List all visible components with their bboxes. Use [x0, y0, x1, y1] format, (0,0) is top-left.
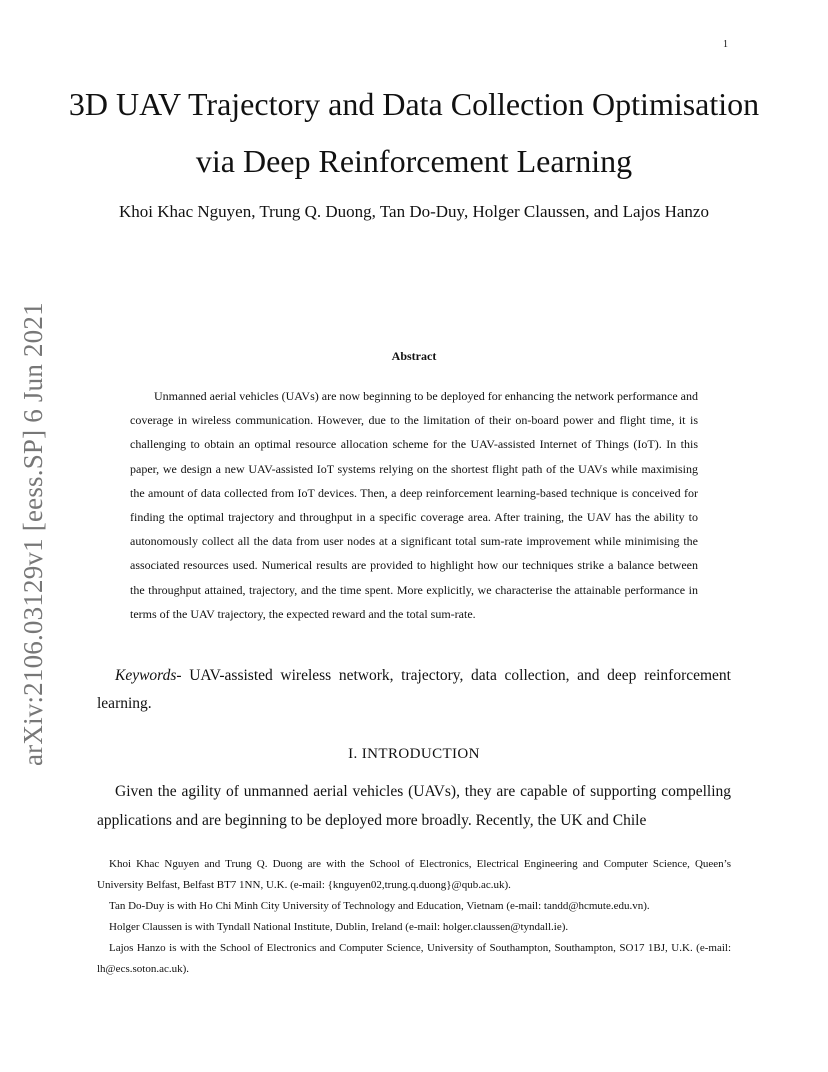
footnote: Holger Claussen is with Tyndall National Institute, Dublin, Ireland (e-mail: holger.claussen@tyndall.ie). [109, 921, 569, 933]
footnote: Lajos Hanzo is with the School of Electronics and Computer Science, University of Southampton, Southampton, SO17 1BJ, U.K. (e-mail: lh@ecs.soton.ac.uk). [97, 942, 731, 975]
keywords-label: Keywords- [115, 667, 182, 684]
page-number: 1 [723, 39, 728, 50]
introduction-paragraph: Given the agility of unmanned aerial vehicles (UAVs), they are capable of supporting compelling applications and are beginning to be deployed more broadly. Recently, the UK and Chile [97, 783, 731, 829]
abstract-body: Unmanned aerial vehicles (UAVs) are now beginning to be deployed for enhancing the network performance and coverage in wireless communication. However, due to the limitation of their on-board power and flight time, it is challenging to obtain an optimal resource allocation scheme for the UAV-assisted Internet of Things (IoT). In this paper, we design a new UAV-assisted IoT systems relying on the shortest flight path of the UAVs while maximising the amount of data collected from IoT devices. Then, a deep reinforcement learning-based technique is conceived for finding the optimal trajectory and throughput in a specific coverage area. After training, the UAV has the ability to autonomously collect all the data from user nodes at a significant total sum-rate improvement while minimising the associated resources used. Numerical results are provided to highlight how our techniques strike a balance between the throughput attained, trajectory, and the time spent. More explicitly, we characterise the attainable performance in terms of the UAV trajectory, the expected reward and the total sum-rate. [130, 389, 698, 621]
author-list: Khoi Khac Nguyen, Trung Q. Duong, Tan Do-Duy, Holger Claussen, and Lajos Hanzo [119, 202, 709, 221]
footnote: Khoi Khac Nguyen and Trung Q. Duong are with the School of Electronics, Electrical Engineering and Computer Science, Queen’s University Belfast, Belfast BT7 1NN, U.K. (e-mail: {knguyen02,trung.q.duong}@qub.ac.uk). [97, 858, 731, 891]
section-heading-introduction: I. INTRODUCTION [348, 746, 480, 762]
abstract-heading: Abstract [391, 349, 437, 363]
arxiv-identifier-stamp: arXiv:2106.03129v1 [eess.SP] 6 Jun 2021 [18, 302, 48, 766]
paper-title: 3D UAV Trajectory and Data Collection Optimisation via Deep Reinforcement Learning [68, 86, 760, 179]
footnote: Tan Do-Duy is with Ho Chi Minh City University of Technology and Education, Vietnam (e-mail: tandd@hcmute.edu.vn). [109, 900, 650, 912]
keywords-paragraph [97, 662, 731, 718]
author-affiliation-footnotes [97, 854, 731, 980]
keywords-text: UAV-assisted wireless network, trajectory, data collection, and deep reinforcement learning. [97, 667, 731, 712]
